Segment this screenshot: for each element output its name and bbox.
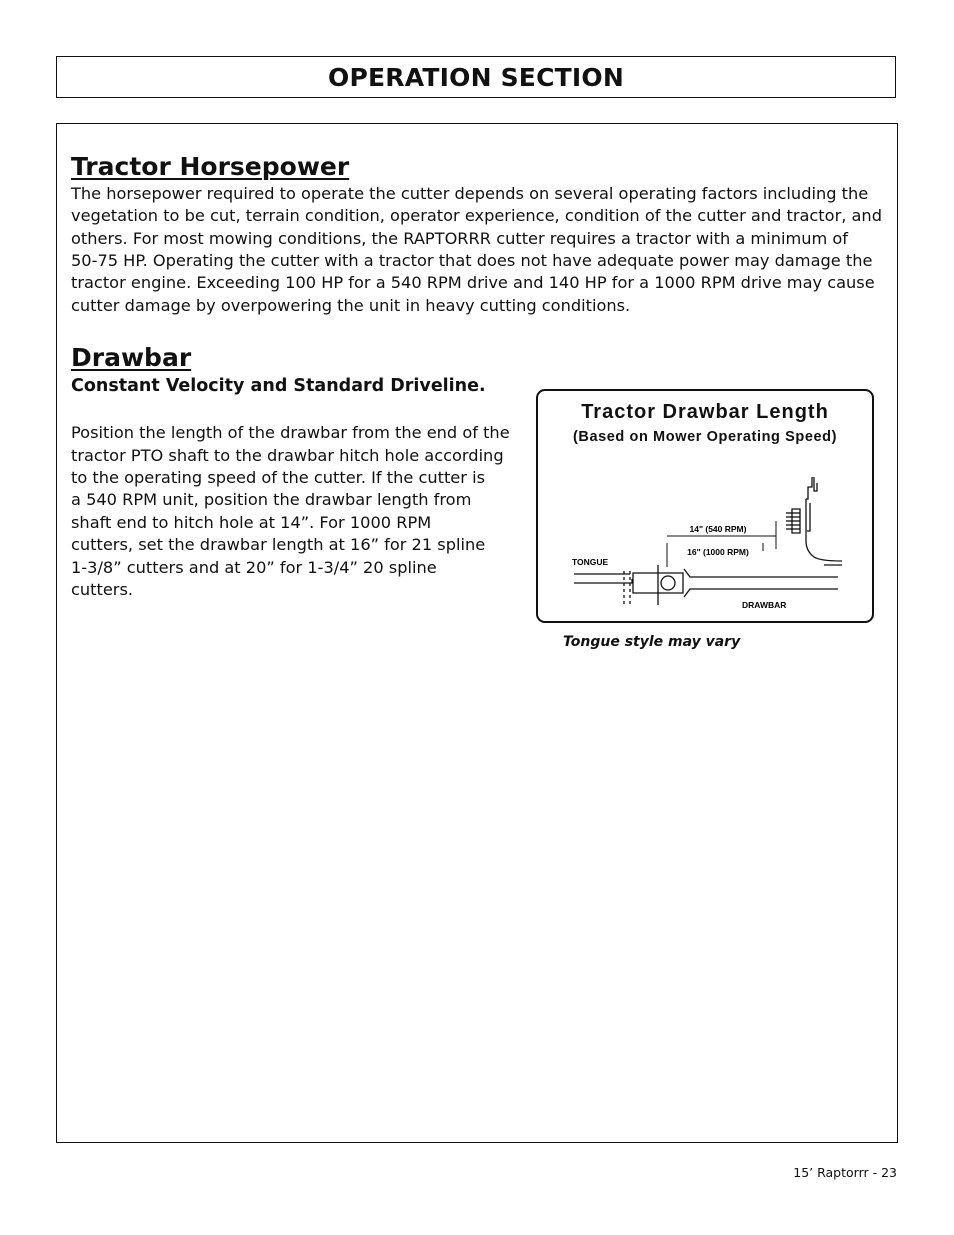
- figure-caption: Tongue style may vary: [563, 634, 741, 650]
- horsepower-line: The horsepower required to operate the cutter depends on several operating factors including the: [71, 184, 869, 203]
- drawbar-subheading: Constant Velocity and Standard Driveline.: [71, 376, 486, 396]
- drawbar-and-tongue-drawing: [574, 565, 838, 605]
- drawbar-line: shaft end to hitch hole at 14”. For 1000 RPM: [71, 513, 432, 532]
- horsepower-line: cutter damage by overpowering the unit in heavy cutting conditions.: [71, 296, 631, 315]
- label-drawbar: DRAWBAR: [742, 600, 787, 610]
- label-1000-rpm: 16" (1000 RPM): [687, 547, 749, 557]
- drawbar-line: a 540 RPM unit, position the drawbar length from: [71, 490, 472, 509]
- horsepower-line: tractor engine. Exceeding 100 HP for a 540 RPM drive and 140 HP for a 1000 RPM drive may cause: [71, 273, 875, 292]
- drawbar-line: to the operating speed of the cutter. If the cutter is: [71, 468, 485, 487]
- drawbar-line: cutters.: [71, 580, 134, 599]
- section-header: [56, 56, 896, 98]
- horsepower-line: others. For most mowing conditions, the RAPTORRR cutter requires a tractor with a minimum of: [71, 229, 848, 248]
- label-540-rpm: 14" (540 RPM): [689, 524, 747, 534]
- horsepower-line: 50-75 HP. Operating the cutter with a tractor that does not have adequate power may damage the: [71, 251, 873, 270]
- drawbar-line: tractor PTO shaft to the drawbar hitch hole according: [71, 446, 504, 465]
- drawbar-line: Position the length of the drawbar from the end of the: [71, 423, 510, 442]
- drawbar-line: cutters, set the drawbar length at 16” for 21 spline: [71, 535, 486, 554]
- drawbar-length-figure: [536, 389, 874, 623]
- drawbar-heading: Drawbar: [71, 343, 192, 372]
- drawbar-diagram: [538, 391, 872, 621]
- drawbar-line: 1-3/8” cutters and at 20” for 1-3/4” 20 spline: [71, 558, 437, 577]
- figure-title: Tractor Drawbar Length: [581, 401, 829, 423]
- horsepower-heading: Tractor Horsepower: [71, 152, 350, 181]
- tractor-rear-drawing: [786, 477, 842, 565]
- page-footer: 15’ Raptorrr - 23: [793, 1165, 897, 1180]
- label-tongue: TONGUE: [572, 557, 609, 567]
- section-title: OPERATION SECTION: [328, 62, 624, 92]
- figure-subtitle: (Based on Mower Operating Speed): [572, 429, 838, 445]
- horsepower-line: vegetation to be cut, terrain condition, operator experience, condition of the cutter and tractor, and: [71, 206, 882, 225]
